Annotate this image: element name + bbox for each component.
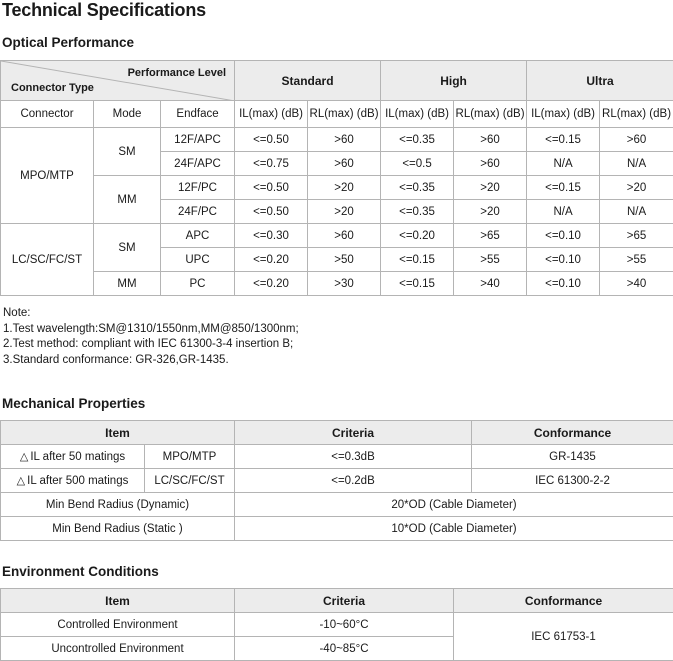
- mech-criteria: <=0.2dB: [235, 469, 472, 493]
- mech-item-label: IL after 50 matings: [30, 451, 125, 463]
- mode-cell: SM: [94, 128, 161, 176]
- page-title: Technical Specifications: [2, 0, 206, 21]
- mode-cell: MM: [94, 176, 161, 224]
- endface-cell: UPC: [161, 248, 235, 272]
- mode-cell: SM: [94, 224, 161, 272]
- env-criteria: -40~85°C: [235, 637, 454, 661]
- il-value-cell: <=0.5: [381, 152, 454, 176]
- note-line: 1.Test wavelength:SM@1310/1550nm,MM@850/1300nm;: [3, 322, 299, 338]
- rl-value-cell: >60: [308, 128, 381, 152]
- mech-item: [1, 445, 145, 469]
- mode-cell: MM: [94, 272, 161, 296]
- mech-item: [1, 469, 145, 493]
- il-value-cell: <=0.20: [381, 224, 454, 248]
- optical-heading: Optical Performance: [2, 35, 134, 50]
- env-criteria: -10~60°C: [235, 613, 454, 637]
- col-rl: RL(max) (dB): [454, 101, 527, 128]
- rl-value-cell: N/A: [600, 152, 673, 176]
- bend-static-label: Min Bend Radius (Static ): [1, 517, 235, 541]
- level-ultra: Ultra: [527, 61, 673, 101]
- table-row: [1, 128, 673, 152]
- il-value-cell: <=0.20: [235, 272, 308, 296]
- endface-cell: PC: [161, 272, 235, 296]
- il-value-cell: <=0.20: [235, 248, 308, 272]
- rl-value-cell: >65: [454, 224, 527, 248]
- rl-value-cell: >50: [308, 248, 381, 272]
- il-value-cell: <=0.15: [527, 176, 600, 200]
- corner-header: [1, 61, 235, 101]
- env-header-criteria: Criteria: [235, 589, 454, 613]
- mech-criteria: <=0.3dB: [235, 445, 472, 469]
- endface-cell: 12F/APC: [161, 128, 235, 152]
- endface-cell: 24F/APC: [161, 152, 235, 176]
- il-value-cell: <=0.15: [381, 248, 454, 272]
- il-value-cell: <=0.10: [527, 272, 600, 296]
- rl-value-cell: >60: [454, 152, 527, 176]
- bend-static-value: 10*OD (Cable Diameter): [235, 517, 673, 541]
- env-header-conformance: Conformance: [454, 589, 673, 613]
- il-value-cell: <=0.75: [235, 152, 308, 176]
- il-value-cell: <=0.15: [527, 128, 600, 152]
- table-row: [1, 469, 673, 493]
- triangle-icon: △: [20, 451, 28, 463]
- rl-value-cell: >55: [600, 248, 673, 272]
- table-row: [1, 493, 673, 517]
- rl-value-cell: >60: [308, 152, 381, 176]
- endface-cell: APC: [161, 224, 235, 248]
- rl-value-cell: >65: [600, 224, 673, 248]
- il-value-cell: <=0.35: [381, 200, 454, 224]
- level-high: High: [381, 61, 527, 101]
- note-line: 2.Test method: compliant with IEC 61300-3-4 insertion B;: [3, 337, 299, 353]
- table-row: [1, 613, 673, 637]
- mech-header-criteria: Criteria: [235, 421, 472, 445]
- bend-dynamic-label: Min Bend Radius (Dynamic): [1, 493, 235, 517]
- il-value-cell: <=0.10: [527, 224, 600, 248]
- notes: [3, 306, 299, 368]
- rl-value-cell: >40: [600, 272, 673, 296]
- table-row: [1, 445, 673, 469]
- rl-value-cell: >20: [600, 176, 673, 200]
- connector-type-label: Connector Type: [11, 82, 94, 94]
- col-mode: Mode: [94, 101, 161, 128]
- note-line: Note:: [3, 306, 299, 322]
- optical-table: [0, 60, 673, 296]
- il-value-cell: N/A: [527, 200, 600, 224]
- environment-table: [0, 588, 673, 661]
- col-endface: Endface: [161, 101, 235, 128]
- note-line: 3.Standard conformance: GR-326,GR-1435.: [3, 353, 299, 369]
- endface-cell: 12F/PC: [161, 176, 235, 200]
- table-row: [1, 224, 673, 248]
- rl-value-cell: >60: [600, 128, 673, 152]
- mechanical-table: [0, 420, 673, 541]
- mech-header-item: Item: [1, 421, 235, 445]
- il-value-cell: <=0.50: [235, 200, 308, 224]
- rl-value-cell: N/A: [600, 200, 673, 224]
- col-il: IL(max) (dB): [381, 101, 454, 128]
- env-conformance: IEC 61753-1: [454, 613, 673, 661]
- mech-sub: LC/SC/FC/ST: [145, 469, 235, 493]
- il-value-cell: <=0.50: [235, 128, 308, 152]
- table-row: [1, 176, 673, 200]
- il-value-cell: <=0.30: [235, 224, 308, 248]
- rl-value-cell: >20: [454, 176, 527, 200]
- rl-value-cell: >60: [454, 128, 527, 152]
- rl-value-cell: >20: [308, 176, 381, 200]
- level-standard: Standard: [235, 61, 381, 101]
- rl-value-cell: >60: [308, 224, 381, 248]
- connector-cell: LC/SC/FC/ST: [1, 224, 94, 296]
- mech-sub: MPO/MTP: [145, 445, 235, 469]
- rl-value-cell: >55: [454, 248, 527, 272]
- il-value-cell: <=0.50: [235, 176, 308, 200]
- mech-header-conformance: Conformance: [472, 421, 673, 445]
- mechanical-heading: Mechanical Properties: [2, 396, 145, 411]
- performance-level-label: Performance Level: [128, 67, 226, 79]
- il-value-cell: <=0.10: [527, 248, 600, 272]
- env-item: Uncontrolled Environment: [1, 637, 235, 661]
- connector-cell: MPO/MTP: [1, 128, 94, 224]
- environment-heading: Environment Conditions: [2, 564, 159, 579]
- table-row: [1, 517, 673, 541]
- col-rl: RL(max) (dB): [308, 101, 381, 128]
- mech-conformance: GR-1435: [472, 445, 673, 469]
- triangle-icon: △: [17, 475, 25, 487]
- col-connector: Connector: [1, 101, 94, 128]
- env-item: Controlled Environment: [1, 613, 235, 637]
- rl-value-cell: >40: [454, 272, 527, 296]
- table-row: [1, 272, 673, 296]
- il-value-cell: N/A: [527, 152, 600, 176]
- il-value-cell: <=0.35: [381, 128, 454, 152]
- col-rl: RL(max) (dB): [600, 101, 673, 128]
- mech-conformance: IEC 61300-2-2: [472, 469, 673, 493]
- rl-value-cell: >20: [454, 200, 527, 224]
- endface-cell: 24F/PC: [161, 200, 235, 224]
- bend-dynamic-value: 20*OD (Cable Diameter): [235, 493, 673, 517]
- rl-value-cell: >20: [308, 200, 381, 224]
- rl-value-cell: >30: [308, 272, 381, 296]
- il-value-cell: <=0.15: [381, 272, 454, 296]
- env-header-item: Item: [1, 589, 235, 613]
- col-il: IL(max) (dB): [235, 101, 308, 128]
- il-value-cell: <=0.35: [381, 176, 454, 200]
- mech-item-label: IL after 500 matings: [27, 475, 128, 487]
- col-il: IL(max) (dB): [527, 101, 600, 128]
